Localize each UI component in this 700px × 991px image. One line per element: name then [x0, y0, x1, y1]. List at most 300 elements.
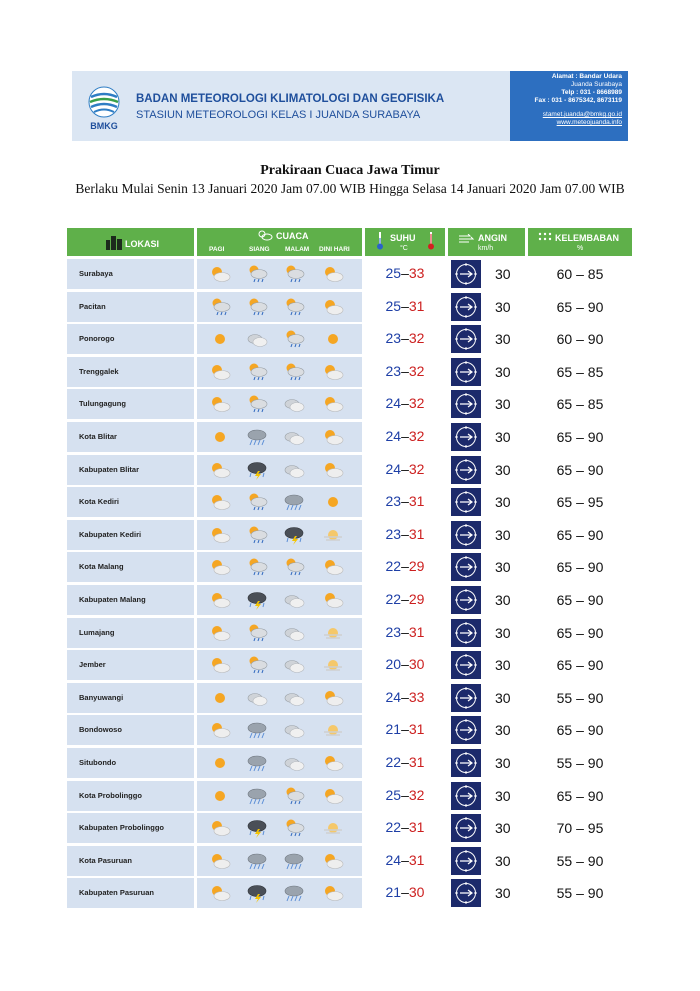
lokasi-cell [67, 618, 194, 648]
temp-max: 32 [408, 460, 425, 477]
wind-speed: 30 [495, 363, 511, 380]
wind-speed: 30 [495, 298, 511, 315]
sunny-icon [209, 427, 231, 447]
kelembaban-cell [528, 324, 632, 354]
lokasi-cell [67, 292, 194, 322]
temp-dash: – [401, 265, 409, 281]
humidity-range: 65 – 90 [556, 559, 604, 576]
station-name: STASIUN METEOROLOGI KELAS I JUANDA SURABAYA [136, 109, 421, 121]
kelembaban-cell [528, 846, 632, 876]
thermometer-cold-icon [377, 232, 383, 250]
table-row [67, 552, 632, 582]
table-row [67, 846, 632, 876]
temperature-range [365, 656, 445, 672]
cloudy-icon [283, 460, 305, 480]
table-row [67, 357, 632, 387]
temperature-range [365, 624, 445, 640]
suhu-cell [365, 748, 445, 778]
angin-cell [448, 487, 525, 517]
table-row [67, 422, 632, 452]
temperature-range [365, 363, 445, 379]
lokasi-cell [67, 552, 194, 582]
compass-icon [451, 293, 481, 321]
temp-dash: – [401, 362, 409, 379]
suhu-cell [365, 552, 445, 582]
lokasi-cell [67, 748, 194, 778]
location-name: Surabaya [79, 269, 113, 278]
partly-cloudy-icon [209, 883, 231, 903]
header-banner [72, 71, 628, 141]
table-row [67, 455, 632, 485]
partly-cloudy-icon [209, 655, 231, 675]
table-row [67, 781, 632, 811]
humidity-range: 55 – 90 [556, 852, 604, 869]
col-header-kelembaban [528, 228, 632, 256]
temp-min: 24 [385, 688, 402, 705]
temp-min: 22 [385, 754, 402, 770]
suhu-cell [365, 487, 445, 517]
humidity-range: 70 – 95 [556, 820, 604, 837]
lokasi-cell [67, 781, 194, 811]
cuaca-cell [197, 357, 362, 387]
wind-speed: 30 [495, 559, 511, 576]
suhu-cell [365, 715, 445, 745]
cloudy-rain-icon [246, 525, 268, 545]
temp-dash: – [401, 786, 409, 803]
temp-dash: – [401, 591, 409, 607]
lokasi-cell [67, 683, 194, 713]
kelembaban-cell [528, 585, 632, 615]
hazy-icon [322, 623, 344, 643]
kelembaban-cell [528, 357, 632, 387]
partly-cloudy-icon [209, 818, 231, 838]
compass-icon [451, 423, 481, 451]
humidity-range: 65 – 90 [556, 624, 604, 641]
wind-speed: 30 [495, 689, 511, 706]
partly-cloudy-icon [209, 492, 231, 512]
angin-cell [448, 781, 525, 811]
humidity-range: 60 – 85 [556, 266, 604, 282]
temp-max: 32 [408, 786, 425, 803]
temp-min: 25 [385, 297, 402, 314]
temp-min: 22 [385, 819, 402, 836]
suhu-cell [365, 781, 445, 811]
kelembaban-cell [528, 878, 632, 908]
logo-text: BMKG [90, 121, 118, 131]
wind-speed: 30 [495, 396, 511, 413]
angin-cell [448, 683, 525, 713]
wind-speed: 30 [495, 885, 511, 902]
temp-min: 25 [385, 265, 402, 281]
wind-speed: 30 [495, 461, 511, 478]
partly-cloudy-icon [322, 297, 344, 317]
temperature-range [365, 265, 445, 281]
kelembaban-cell [528, 715, 632, 745]
thunderstorm-icon [246, 590, 268, 610]
table-row [67, 292, 632, 322]
temp-max: 31 [408, 754, 425, 770]
temp-dash: – [401, 330, 409, 347]
lokasi-cell [67, 520, 194, 550]
suhu-cell [365, 813, 445, 843]
wind-speed: 30 [495, 266, 511, 282]
temp-max: 31 [408, 721, 425, 738]
phone-text: Telp : 031 - 8668989 [561, 89, 622, 96]
malam-label: MALAM [285, 246, 310, 253]
location-name: Jember [79, 660, 106, 670]
address-line1: Alamat : Bandar Udara [551, 73, 622, 80]
suhu-cell [365, 324, 445, 354]
partly-cloudy-icon [209, 264, 231, 284]
partly-cloudy-icon [322, 753, 344, 773]
angin-cell [448, 846, 525, 876]
lokasi-cell [67, 846, 194, 876]
temp-max: 31 [408, 297, 425, 314]
angin-cell [448, 552, 525, 582]
table-row [67, 748, 632, 778]
temperature-range [365, 689, 445, 705]
rain-icon [283, 883, 305, 903]
rain-icon [246, 427, 268, 447]
temperature-range [365, 493, 445, 509]
angin-unit: km/h [478, 245, 494, 252]
rain-icon [246, 753, 268, 773]
suhu-cell [365, 389, 445, 419]
temp-max: 32 [408, 362, 425, 379]
partly-cloudy-icon [322, 557, 344, 577]
location-name: Pacitan [79, 301, 106, 311]
humidity-range: 65 – 90 [556, 657, 604, 674]
compass-icon [451, 782, 481, 810]
temperature-range [365, 787, 445, 803]
humidity-range: 65 – 85 [556, 396, 604, 413]
partly-cloudy-icon [209, 557, 231, 577]
page-title: Prakiraan Cuaca Jawa Timur [260, 163, 440, 178]
humidity-range: 65 – 95 [556, 494, 604, 511]
humidity-range: 65 – 90 [556, 429, 604, 445]
temperature-range [365, 754, 445, 770]
lokasi-cell [67, 357, 194, 387]
temp-dash: – [401, 819, 409, 836]
cloudy-rain-icon [246, 655, 268, 675]
humidity-range: 65 – 90 [556, 461, 604, 478]
col-header-suhu [365, 228, 445, 256]
table-row [67, 813, 632, 843]
temp-min: 23 [385, 623, 402, 640]
table-row [67, 715, 632, 745]
compass-icon [451, 325, 481, 353]
temperature-range [365, 461, 445, 477]
table-row [67, 324, 632, 354]
cloudy-icon [283, 427, 305, 447]
kelembaban-cell [528, 520, 632, 550]
banner-left-panel [72, 71, 510, 141]
humidity-range: 55 – 90 [556, 755, 604, 771]
cloudy-rain-icon [246, 394, 268, 414]
partly-cloudy-icon [322, 362, 344, 382]
partly-cloudy-icon [209, 460, 231, 480]
suhu-cell [365, 618, 445, 648]
rain-icon [283, 851, 305, 871]
location-name: Kota Blitar [79, 432, 117, 441]
address-line2: Juanda Surabaya [571, 81, 622, 88]
location-name: Kabupaten Kediri [79, 529, 142, 539]
hazy-icon [322, 818, 344, 838]
temp-dash: – [401, 623, 409, 640]
kelembaban-cell [528, 748, 632, 778]
kelembaban-cell [528, 781, 632, 811]
org-name: BADAN METEOROLOGI KLIMATOLOGI DAN GEOFISIKA [136, 93, 445, 105]
compass-icon [451, 619, 481, 647]
partly-cloudy-icon [209, 590, 231, 610]
cloudy-icon [283, 753, 305, 773]
bmkg-logo-icon [84, 83, 124, 131]
angin-cell [448, 618, 525, 648]
cloudy-rain-icon [246, 264, 268, 284]
temperature-range [365, 526, 445, 542]
humidity-range: 55 – 90 [556, 885, 604, 902]
wind-speed: 30 [495, 820, 511, 837]
temperature-range [365, 428, 445, 444]
compass-icon [451, 586, 481, 614]
lokasi-cell [67, 324, 194, 354]
temp-min: 23 [385, 493, 402, 510]
angin-cell [448, 324, 525, 354]
cuaca-cell [197, 422, 362, 452]
table-row [67, 520, 632, 550]
col-header-cuaca [197, 228, 362, 256]
table-row [67, 585, 632, 615]
temperature-range [365, 819, 445, 835]
temperature-range [365, 884, 445, 900]
location-name: Lumajang [79, 627, 115, 637]
cloudy-icon [283, 590, 305, 610]
sunny-icon [209, 753, 231, 773]
lokasi-cell [67, 813, 194, 843]
col-header-angin [448, 228, 525, 256]
compass-icon [451, 847, 481, 875]
temp-min: 21 [385, 721, 402, 738]
wind-speed: 30 [495, 494, 511, 511]
temp-max: 33 [408, 688, 425, 705]
suhu-cell [365, 455, 445, 485]
siang-label: SIANG [249, 246, 270, 253]
angin-cell [448, 748, 525, 778]
temperature-range [365, 558, 445, 574]
suhu-cell [365, 650, 445, 680]
kelembaban-cell [528, 487, 632, 517]
email-link[interactable]: stamet.juanda@bmkg.go.id [542, 111, 622, 118]
temp-min: 24 [385, 851, 402, 868]
temperature-range [365, 591, 445, 607]
partly-cloudy-icon [209, 851, 231, 871]
cuaca-cell [197, 292, 362, 322]
cuaca-cell [197, 846, 362, 876]
lokasi-cell [67, 455, 194, 485]
angin-cell [448, 650, 525, 680]
partly-cloudy-icon [322, 590, 344, 610]
contact-panel [510, 71, 628, 141]
table-row [67, 259, 632, 289]
location-name: Trenggalek [79, 366, 119, 376]
suhu-cell [365, 259, 445, 289]
temp-dash: – [401, 884, 409, 901]
table-row [67, 389, 632, 419]
rain-icon [283, 492, 305, 512]
location-name: Kabupaten Malang [79, 595, 146, 604]
thunderstorm-icon [246, 460, 268, 480]
suhu-cell [365, 585, 445, 615]
kelembaban-cell [528, 389, 632, 419]
compass-icon [451, 651, 481, 679]
hazy-icon [322, 655, 344, 675]
cuaca-label: CUACA [276, 231, 309, 241]
lokasi-cell [67, 487, 194, 517]
compass-icon [451, 814, 481, 842]
location-name: Tulungagung [79, 399, 126, 409]
cloudy-icon [283, 720, 305, 740]
cloudy-rain-icon [209, 297, 231, 317]
temp-max: 31 [408, 493, 425, 510]
compass-icon [451, 716, 481, 744]
dini-hari-label: DINI HARI [319, 246, 350, 253]
suhu-cell [365, 357, 445, 387]
table-row [67, 487, 632, 517]
location-name: Banyuwangi [79, 692, 124, 702]
website-link[interactable]: www.meteojuanda.info [556, 119, 622, 126]
temp-dash: – [401, 688, 409, 705]
cloudy-rain-icon [283, 786, 305, 806]
lokasi-cell [67, 585, 194, 615]
temp-min: 25 [385, 786, 402, 803]
temp-max: 31 [408, 623, 425, 640]
temperature-range [365, 852, 445, 868]
weather-header-icon [257, 229, 273, 241]
temp-max: 32 [408, 428, 425, 444]
temp-min: 23 [385, 330, 402, 347]
cuaca-cell [197, 878, 362, 908]
temp-min: 20 [385, 656, 402, 673]
pagi-label: PAGI [209, 246, 225, 253]
sunny-icon [322, 492, 344, 512]
cloudy-rain-icon [246, 623, 268, 643]
angin-cell [448, 878, 525, 908]
compass-icon [451, 260, 481, 288]
fax-text: Fax : 031 - 8675342, 8673119 [534, 97, 622, 104]
angin-cell [448, 389, 525, 419]
cuaca-cell [197, 389, 362, 419]
location-name: Kabupaten Probolinggo [79, 823, 164, 833]
wind-speed: 30 [495, 429, 511, 445]
humidity-range: 65 – 90 [556, 722, 604, 739]
location-name: Kabupaten Pasuruan [79, 888, 155, 898]
angin-cell [448, 585, 525, 615]
angin-cell [448, 520, 525, 550]
kelembaban-cell [528, 683, 632, 713]
partly-cloudy-icon [322, 688, 344, 708]
cloudy-rain-icon [246, 297, 268, 317]
partly-cloudy-icon [322, 883, 344, 903]
cloudy-icon [246, 329, 268, 349]
thunderstorm-icon [283, 525, 305, 545]
location-name: Kabupaten Blitar [79, 464, 140, 474]
temp-min: 22 [385, 591, 402, 607]
cuaca-cell [197, 683, 362, 713]
angin-cell [448, 813, 525, 843]
suhu-unit: °C [400, 245, 408, 252]
humidity-range: 65 – 90 [556, 526, 604, 543]
sunny-icon [322, 329, 344, 349]
kelembaban-cell [528, 650, 632, 680]
temp-max: 31 [408, 525, 425, 542]
humidity-range: 65 – 85 [556, 363, 604, 380]
suhu-label: SUHU [390, 233, 416, 243]
sunny-icon [209, 688, 231, 708]
suhu-cell [365, 422, 445, 452]
angin-cell [448, 455, 525, 485]
temp-min: 23 [385, 362, 402, 379]
cuaca-cell [197, 813, 362, 843]
angin-cell [448, 715, 525, 745]
angin-cell [448, 357, 525, 387]
cuaca-cell [197, 650, 362, 680]
temp-max: 31 [408, 819, 425, 836]
kelembaban-cell [528, 259, 632, 289]
cuaca-cell [197, 715, 362, 745]
compass-icon [451, 749, 481, 777]
temp-max: 29 [408, 591, 425, 607]
table-row [67, 618, 632, 648]
table-row [67, 683, 632, 713]
cloudy-icon [283, 394, 305, 414]
cloudy-rain-icon [246, 557, 268, 577]
temp-min: 24 [385, 460, 402, 477]
cuaca-cell [197, 748, 362, 778]
kelembaban-cell [528, 618, 632, 648]
lokasi-cell [67, 878, 194, 908]
compass-icon [451, 879, 481, 907]
wind-speed: 30 [495, 787, 511, 804]
validity-subtitle: Berlaku Mulai Senin 13 Januari 2020 Jam 07.00 WIB Hingga Selasa 14 Januari 2020 Jam 07.00 WIB [75, 181, 625, 196]
cuaca-cell [197, 520, 362, 550]
rain-icon [246, 720, 268, 740]
wind-speed: 30 [495, 592, 511, 608]
cuaca-cell [197, 618, 362, 648]
angin-label: ANGIN [478, 233, 507, 243]
kelembaban-cell [528, 422, 632, 452]
temp-max: 30 [408, 656, 425, 673]
cloudy-rain-icon [246, 492, 268, 512]
humidity-range: 65 – 90 [556, 592, 604, 608]
lokasi-cell [67, 259, 194, 289]
hazy-icon [322, 525, 344, 545]
angin-cell [448, 422, 525, 452]
lokasi-cell [67, 715, 194, 745]
thunderstorm-icon [246, 883, 268, 903]
temp-dash: – [401, 558, 409, 575]
temp-max: 29 [408, 558, 425, 575]
temp-max: 31 [408, 851, 425, 868]
temp-max: 30 [408, 884, 425, 901]
col-header-lokasi [67, 228, 194, 256]
compass-icon [451, 684, 481, 712]
suhu-cell [365, 878, 445, 908]
cuaca-cell [197, 487, 362, 517]
lokasi-cell [67, 422, 194, 452]
location-name: Kota Kediri [79, 497, 120, 507]
partly-cloudy-icon [209, 394, 231, 414]
kelembaban-cell [528, 552, 632, 582]
